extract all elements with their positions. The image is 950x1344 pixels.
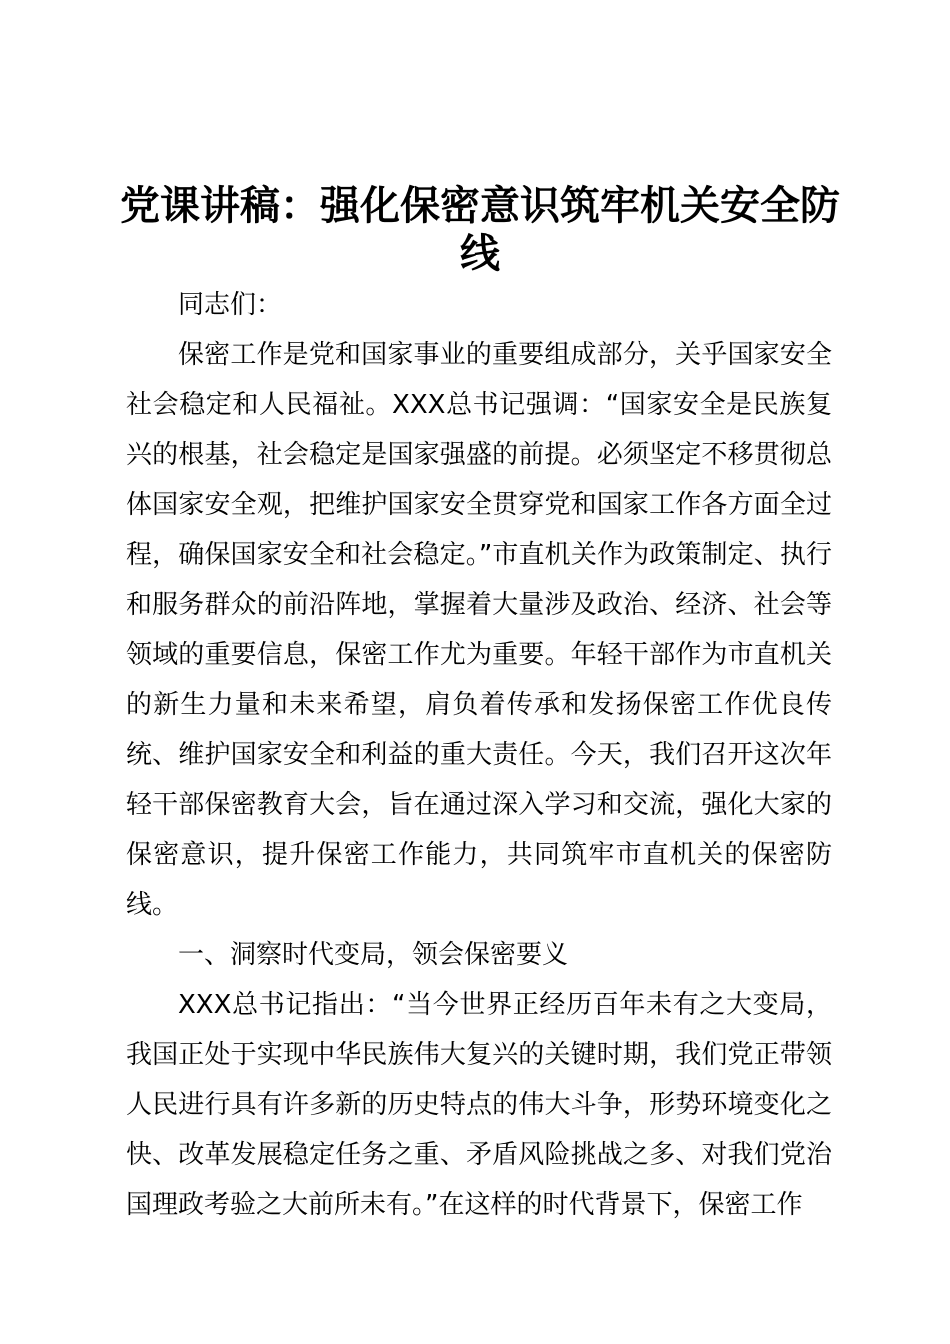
document-title: 党课讲稿：强化保密意识筑牢机关安全防线 bbox=[120, 182, 840, 277]
section-paragraph: XXX总书记指出：“当今世界正经历百年未有之大变局，我国正处于实现中华民族伟大复兴的关键时期，我们党正带领人民进行具有许多新的历史特点的伟大斗争，形势环境变化之快、改革发展稳定任务之重、矛盾风险挑战之多、对我们党治国理政考验之大前所未有。”在这样的时代背景下，保密工作 bbox=[126, 990, 832, 1220]
section-heading: 一、洞察时代变局，领会保密要义 bbox=[178, 940, 569, 970]
intro-paragraph: 保密工作是党和国家事业的重要组成部分，关乎国家安全社会稳定和人民福祉。XXX总书记强调：“国家安全是民族复兴的根基，社会稳定是国家强盛的前提。必须坚定不移贯彻总体国家安全观，把维护国家安全贯穿党和国家工作各方面全过程，确保国家安全和社会稳定。”市直机关作为政策制定、执行和服务群众的前沿阵地，掌握着大量涉及政治、经济、社会等领域的重要信息，保密工作尤为重要。年轻干部作为市直机关的新生力量和未来希望，肩负着传承和发扬保密工作优良传统、维护国家安全和利益的重大责任。今天，我们召开这次年轻干部保密教育大会，旨在通过深入学习和交流，强化大家的保密意识，提升保密工作能力，共同筑牢市直机关的保密防线。 bbox=[126, 340, 832, 920]
document-body bbox=[126, 280, 832, 1230]
greeting: 同志们： bbox=[178, 290, 283, 320]
